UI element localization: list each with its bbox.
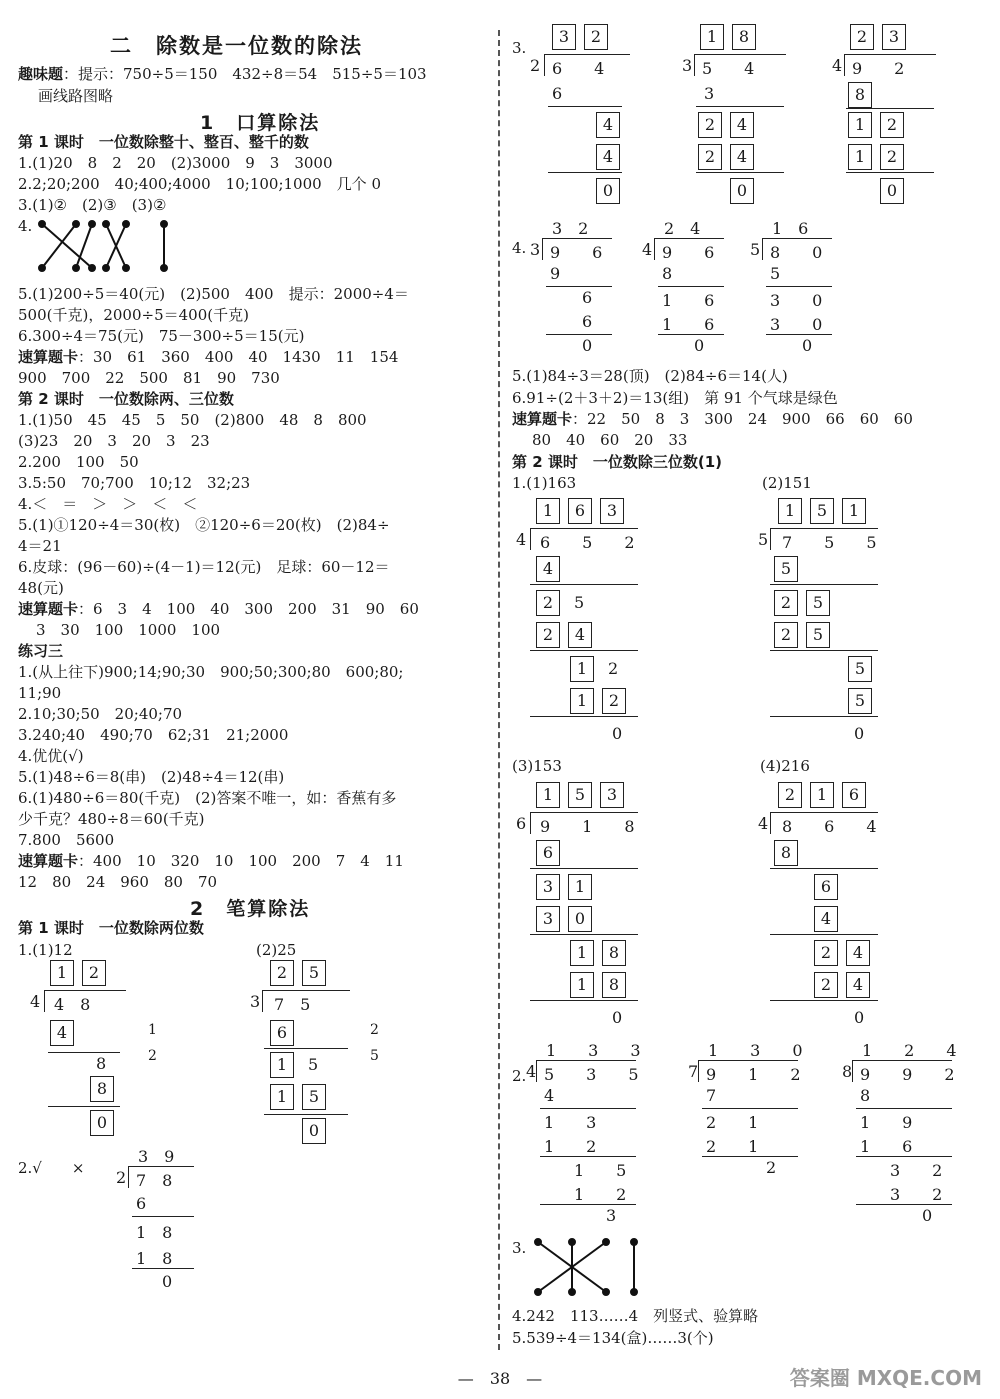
speed-card: 速算题卡：30 61 360 400 40 1430 11 154	[18, 348, 399, 366]
section-title-written: 2 笔算除法	[190, 898, 311, 920]
answer-line: 6.300÷4＝75(元) 75－300÷5＝15(元)	[18, 327, 305, 345]
answer-line: 1.(1)50 45 45 5 50 (2)800 48 8 800	[18, 411, 367, 429]
answer-label: 4.	[512, 239, 527, 257]
speed-card-cont: 900 700 22 500 81 90 730	[18, 369, 280, 387]
speed-card: 速算题卡：400 10 320 10 100 200 7 4 11	[18, 852, 404, 870]
answer-label: 1.(1)163	[512, 474, 577, 492]
answer-label: (2)151	[762, 474, 812, 492]
answer-line: 4.	[18, 217, 33, 235]
practice-title: 练习三	[18, 642, 64, 660]
speed-card-cont: 80 40 60 20 33	[532, 431, 688, 449]
long-division-64-2: 3 2 2 6 4 6 4 4 0	[524, 24, 644, 204]
answer-line: 2.10;30;50 20;40;70	[18, 705, 183, 723]
answer-line: 1.(1)20 8 2 20 (2)3000 9 3 3000	[18, 154, 333, 172]
long-division-54-3: 1 8 3 5 4 3 2 4 2 4 0	[680, 24, 800, 204]
answer-line: 5.(1)200÷5＝40(元) (2)500 400 提示：2000÷4＝	[18, 285, 409, 303]
answer-label: (4)216	[760, 757, 810, 775]
lesson-title: 第 2 课时 一位数除两、三位数	[18, 390, 234, 408]
answer-label: 3.	[512, 1239, 527, 1257]
matching-lines-diagram	[36, 216, 186, 278]
answer-line: 4.优优(√)	[18, 747, 84, 765]
answer-line: 5.539÷4＝134(盒)……3(个)	[512, 1329, 714, 1347]
long-division-535-4: 1 3 3 4 5 3 5 4 1 3 1 2 1 5 1 2 3	[526, 1041, 641, 1225]
matching-lines-diagram	[530, 1234, 650, 1300]
answer-line: 少千克？480÷8＝60(千克)	[18, 810, 205, 828]
speed-card-cont: 12 80 24 960 80 70	[18, 873, 218, 891]
answer-line: 500(千克)，2000÷5＝400(千克)	[18, 306, 249, 324]
page-number: — 38 —	[457, 1369, 543, 1388]
chapter-title: 二 除数是一位数的除法	[110, 34, 363, 58]
long-division-78-2: 3 9 2 7 8 6 1 8 1 8 0	[114, 1142, 234, 1312]
answer-line: 11;90	[18, 684, 62, 702]
answer-line: 7.800 5600	[18, 831, 115, 849]
answer-label: 2.√ ×	[18, 1159, 85, 1177]
answer-line: 2.200 100 50	[18, 453, 139, 471]
answer-label: (2)25	[256, 941, 297, 959]
answer-line: 6.91÷(2＋3＋2)＝13(组) 第 91 个气球是绿色	[512, 389, 838, 407]
long-division-96-3: 3 2 3 9 6 9 6 6 0	[528, 216, 628, 356]
lesson-title: 第 1 课时 一位数除两位数	[18, 919, 204, 937]
answer-line: 5.(1)84÷3＝28(顶) (2)84÷6＝14(人)	[512, 367, 788, 385]
watermark-logo: 答案圈 MXQE.COM	[789, 1366, 982, 1390]
long-division-918-6: 1 5 3 6 9 1 8 6 3 1 3 0 1 8 1 8 0	[512, 778, 652, 1038]
speed-card: 速算题卡：22 50 8 3 300 24 900 66 60 60	[512, 410, 913, 428]
answer-line: 3.5:50 70;700 10;12 32;23	[18, 474, 251, 492]
answer-line: 4.＜ ＝ ＞ ＞ ＜ ＜	[18, 495, 198, 513]
answer-line: 5.(1)48÷6＝8(串) (2)48÷4＝12(串)	[18, 768, 285, 786]
lesson-title: 第 1 课时 一位数除整十、整百、整千的数	[18, 133, 309, 151]
long-division-755-5: 1 5 1 5 7 5 5 5 2 5 2 5 5 5 0	[756, 494, 896, 744]
answer-line: 4＝21	[18, 537, 62, 555]
long-division-864-4: 2 1 6 4 8 6 4 8 6 4 2 4 2 4 0	[756, 778, 896, 1038]
answer-line: 4.242 113……4 列竖式、验算略	[512, 1307, 759, 1325]
fun-question-note: 画线路图略	[38, 87, 114, 105]
answer-line: 3.240;40 490;70 62;31 21;2000	[18, 726, 289, 744]
long-division-75-3: 2 5 3 7 5 6 2 1 5 5 1 5 0	[246, 958, 406, 1138]
speed-card-cont: 3 30 100 1000 100	[36, 621, 221, 639]
section-title-oral: 1 口算除法	[200, 112, 321, 134]
answer-line: 5.(1)①120÷4＝30(枚) ②120÷6＝20(枚) (2)84÷	[18, 516, 390, 534]
answer-line: 6.皮球：(96－60)÷(4－1)＝12(元) 足球：60－12＝	[18, 558, 390, 576]
long-division-92-4: 2 3 4 9 2 8 1 2 1 2 0	[830, 24, 950, 204]
column-divider	[498, 30, 500, 1350]
answer-line: 1.(从上往下)900;14;90;30 900;50;300;80 600;80;	[18, 663, 404, 681]
fun-question: 趣味题：提示：750÷5＝150 432÷8＝54 515÷5＝103	[18, 65, 427, 83]
long-division-48-4: 1 2 4 4 8 4 1 8 2 8 0	[18, 958, 178, 1138]
answer-label: 1.(1)12	[18, 941, 73, 959]
answer-line: 2.2;20;200 40;400;4000 10;100;1000 几个 0	[18, 175, 381, 193]
long-division-652-4: 1 6 3 4 6 5 2 4 2 5 2 4 1 2 1 2 0	[512, 494, 652, 744]
long-division-80-5: 1 6 5 8 0 5 3 0 3 0 0	[748, 216, 848, 356]
long-division-96-4: 2 4 4 9 6 8 1 6 1 6 0	[640, 216, 740, 356]
long-division-912-7: 1 3 0 7 9 1 2 7 2 1 2 1 2	[688, 1041, 803, 1177]
speed-card: 速算题卡：6 3 4 100 40 300 200 31 90 60	[18, 600, 419, 618]
answer-label: 3.	[512, 39, 527, 57]
long-division-992-8: 1 2 4 8 9 9 2 8 1 9 1 6 3 2 3 2 0	[842, 1041, 957, 1225]
answer-line: 6.(1)480÷6＝80(千克) (2)答案不唯一，如：香蕉有多	[18, 789, 397, 807]
lesson-title: 第 2 课时 一位数除三位数(1)	[512, 453, 723, 471]
answer-line: (3)23 20 3 20 3 23	[18, 432, 210, 450]
answer-label: (3)153	[512, 757, 562, 775]
answer-line: 48(元)	[18, 579, 64, 597]
answer-label: 2.	[512, 1067, 527, 1085]
answer-line: 3.(1)② (2)③ (3)②	[18, 196, 167, 214]
